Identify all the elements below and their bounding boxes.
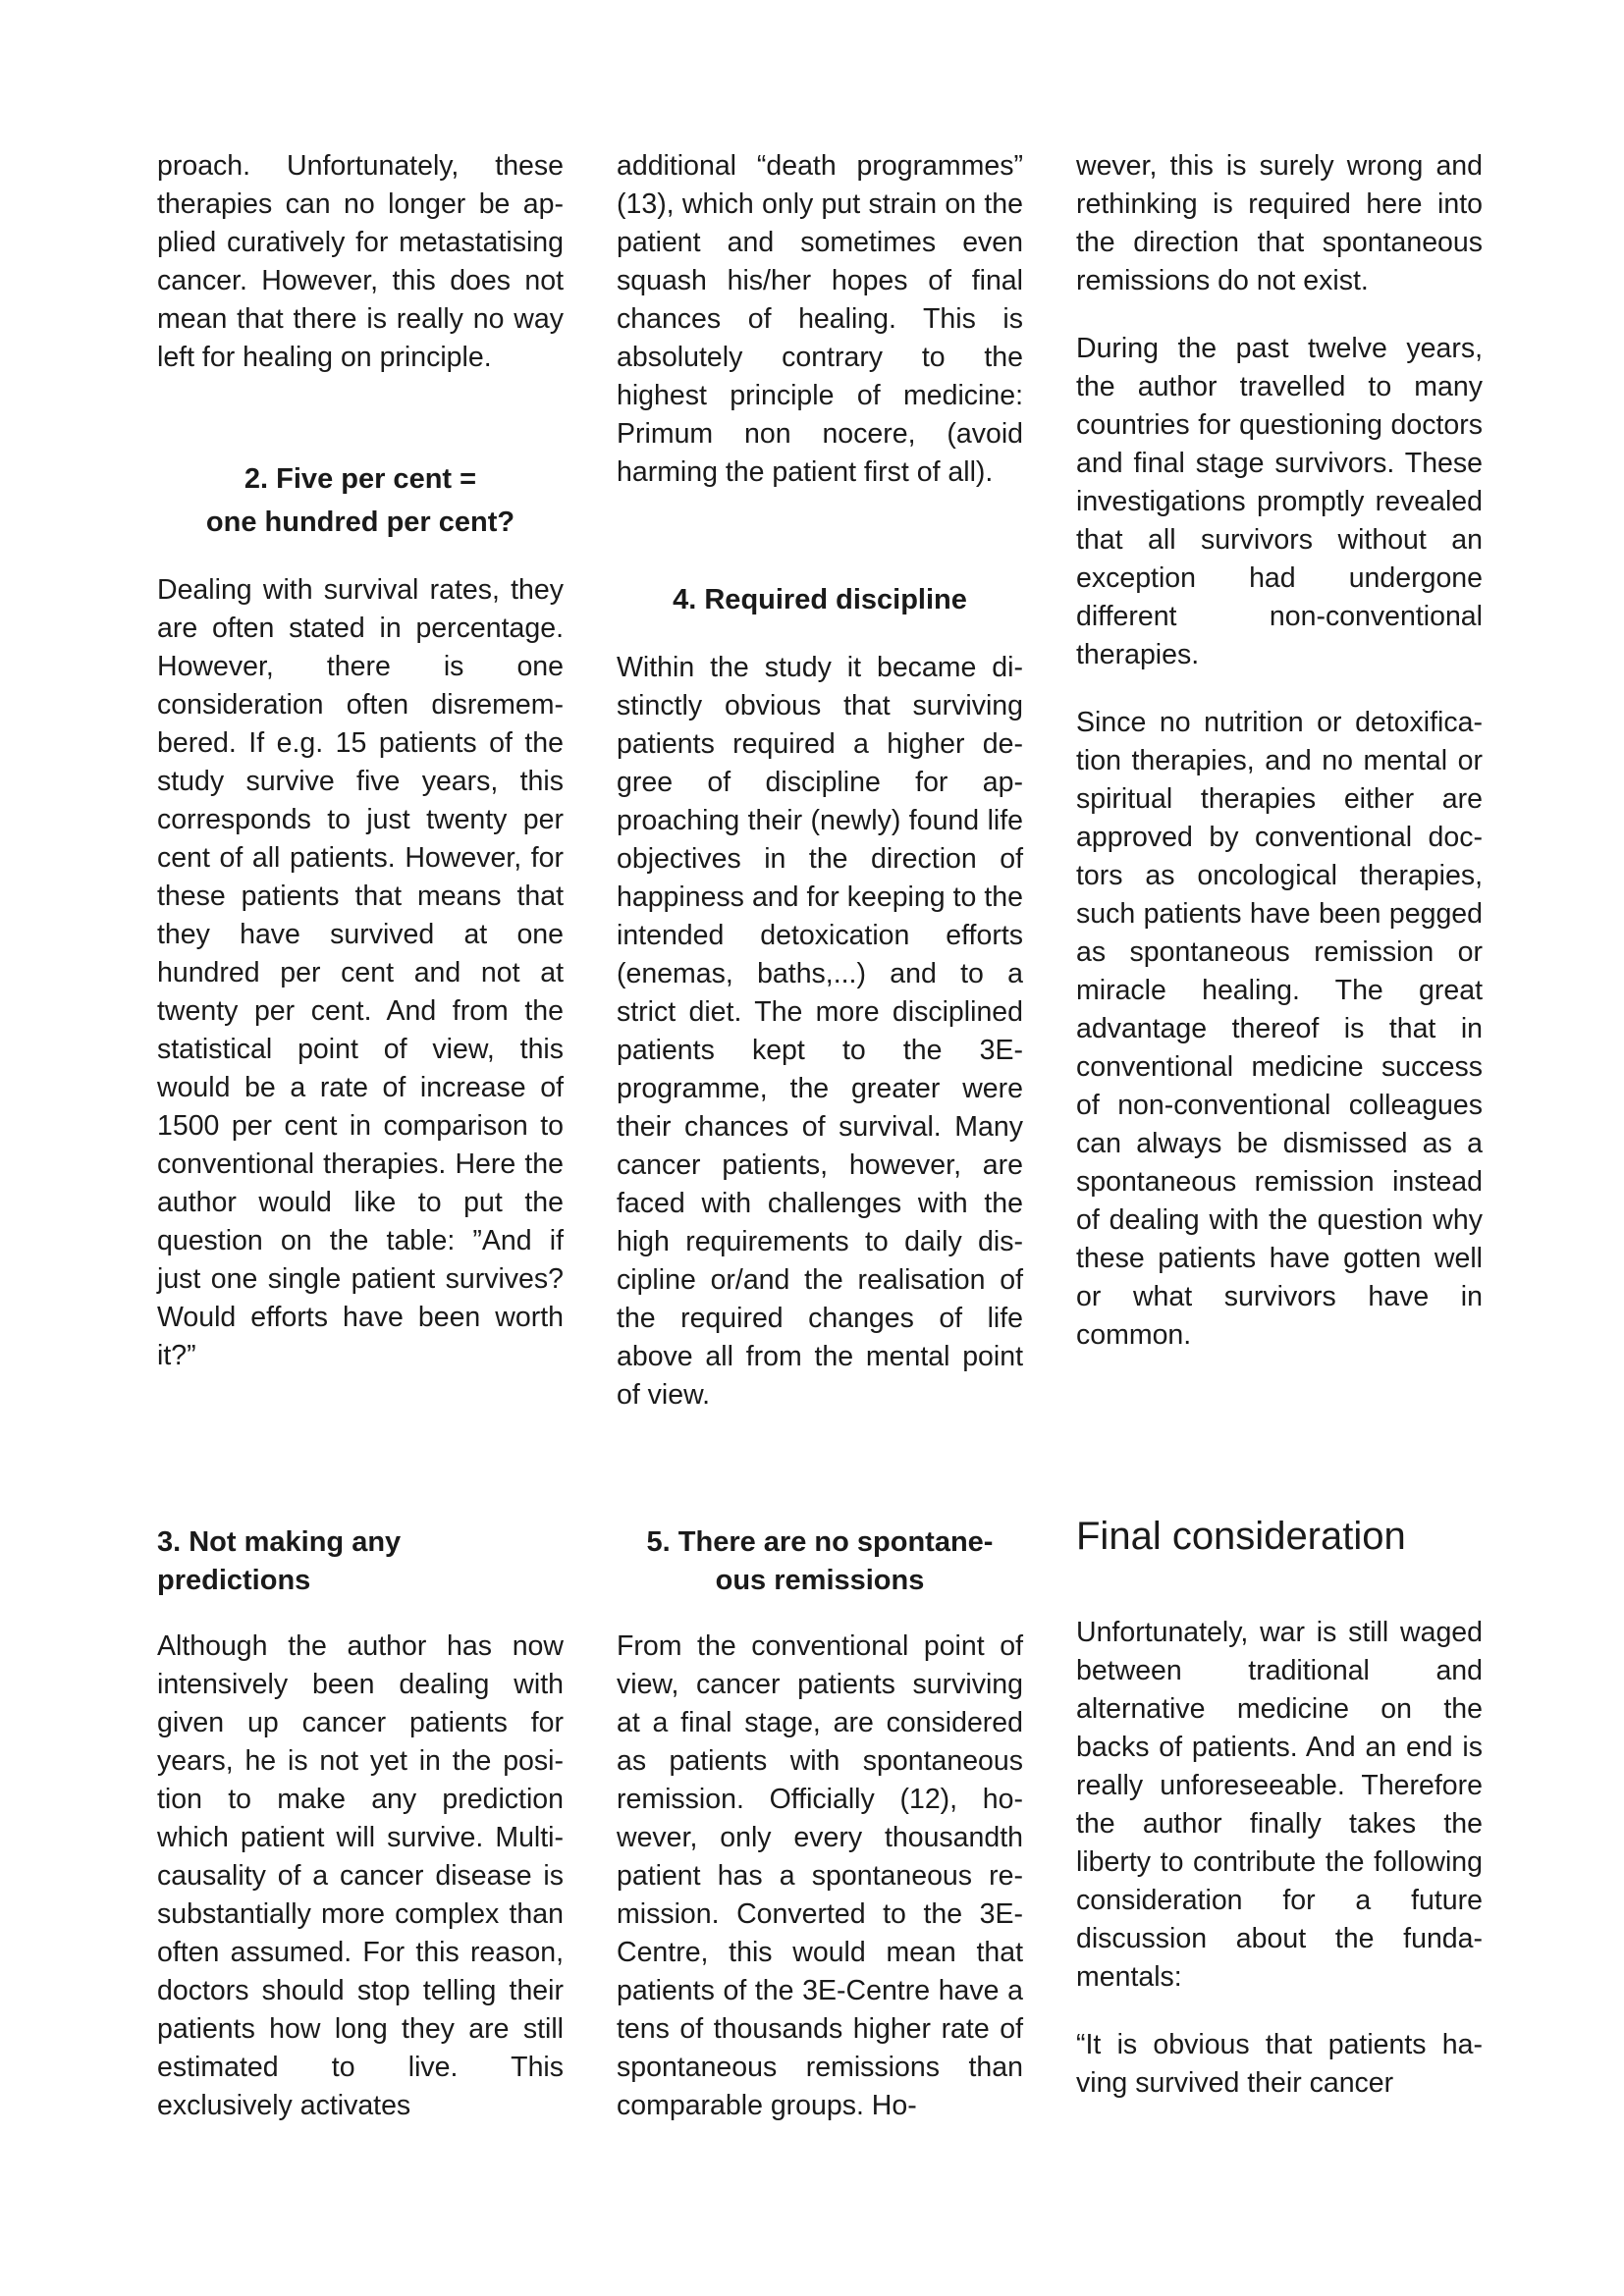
paragraph-author-travelled: During the past twelve years, the author travelled to many countries for questioning doctors and final stage survivors. These investigations promptly revealed that all survivors without an exception had undergone different non-conventional therapies. xyxy=(1076,333,1483,670)
paragraph-no-therapies-approved: Since no nutrition or detoxification therapies, and no mental or spiritual therapies either are approved by conventional doctors as oncological therapies, such patients have been pegged as spontaneous remission or miracle healing. The great advantage thereof is that in conventional medicine success of non-conventional colleagues can always be dismissed as a spontaneous remission instead of dealing with the question why these patients have gotten well or what survivors have in common. xyxy=(1076,707,1483,1351)
column-1-top xyxy=(157,147,564,1405)
paragraph-rethinking: wever, this is surely wrong and rethinking is required here into the direction that spontaneous remissions do not exist. xyxy=(1076,150,1483,296)
section-heading-5-line-2: ous remissions xyxy=(715,1565,925,1596)
paragraph-required-discipline: Within the study it became distinctly obvious that surviving patients required a higher degree of discipline for approaching their (newly) found life objectives in the direction of happiness and for keeping to the intended detoxication efforts (enemas, baths,...) and to a strict diet. The more disciplined patients kept to the 3E-programme, the greater were their chances of survival. Many cancer patients, however, are faced with challenges with the high requirements to daily discipline or/and the realisation of the required changes of life above all from the mental point of view. xyxy=(617,652,1023,1411)
section-heading-4: 4. Required discipline xyxy=(673,584,967,615)
section-heading-5-line-1: 5. There are no spontane- xyxy=(646,1526,994,1558)
section-heading-3-line-2: predictions xyxy=(157,1565,311,1596)
section-heading-2 xyxy=(157,457,564,544)
section-heading-2-line-2: one hundred per cent? xyxy=(205,507,515,538)
final-consideration-heading: Final consideration xyxy=(1076,1515,1406,1558)
paragraph-death-programmes: additional “death programmes” (13), which only put strain on the patient and sometimes even squash his/her hopes of final chances of healing. This is absolutely contrary to the highest principle of medicine: Primum non nocere, (avoid harming the patient first of all). xyxy=(617,150,1023,488)
section-heading-3-line-1: 3. Not making any xyxy=(157,1526,402,1558)
column-2-top xyxy=(617,147,1023,1444)
paragraph-predictions: Although the author has now intensively been dealing with given up cancer patients for years, he is not yet in the position to make any prediction which patient will survive. Multi-causality of a cancer disease is substantially more complex than often assumed. For this reason, doctors should stop telling their patients how long they are still estimated to live. This exclusively activates xyxy=(157,1630,564,2121)
paragraph-spontaneous-remissions: From the conventional point of view, cancer patients surviving at a final stage, are considered as patients with spontaneous remission. Officially (12), however, only every thousandth patient has a spontaneous remission. Converted to the 3E-Centre, this would mean that patients of the 3E-Centre have a tens of thousands higher rate of spontaneous remissions than comparable groups. Ho- xyxy=(617,1630,1023,2121)
section-heading-5 xyxy=(617,1523,1023,1600)
paragraph-quote-start: “It is obvious that patients having survived their cancer xyxy=(1076,2029,1483,2099)
column-2-bottom xyxy=(617,1523,1023,2155)
column-3-top xyxy=(1076,147,1483,1384)
paragraph-intro-continuation: proach. Unfortunately, these therapies can no longer be applied curatively for metastatising cancer. However, this does not mean that there is really no way left for healing on principle. xyxy=(157,150,564,373)
section-heading-3 xyxy=(157,1523,564,1600)
section-heading-2-line-1: 2. Five per cent = xyxy=(244,463,477,495)
paragraph-survival-rates: Dealing with survival rates, they are often stated in percentage. However, there is one consideration often disremembered. If e.g. 15 patients of the study survive five years, this corresponds to just twenty per cent of all patients. However, for these patients that means that they have survived at one hundred per cent and not at twenty per cent. And from the statistical point of view, this would be a rate of increase of 1500 per cent in comparison to conventional therapies. Here the author would like to put the question on the table: ”And if just one single patient survives? Would efforts have been worth it?” xyxy=(157,574,564,1371)
column-3-bottom xyxy=(1076,1512,1483,2132)
column-1-bottom xyxy=(157,1523,564,2155)
paragraph-war-waged: Unfortunately, war is still waged between traditional and alternative medicine on the backs of patients. And an end is really unforeseeable. Therefore the author finally takes the liberty to contribute the following consideration for a future discussion about the fundamentals: xyxy=(1076,1617,1483,1993)
